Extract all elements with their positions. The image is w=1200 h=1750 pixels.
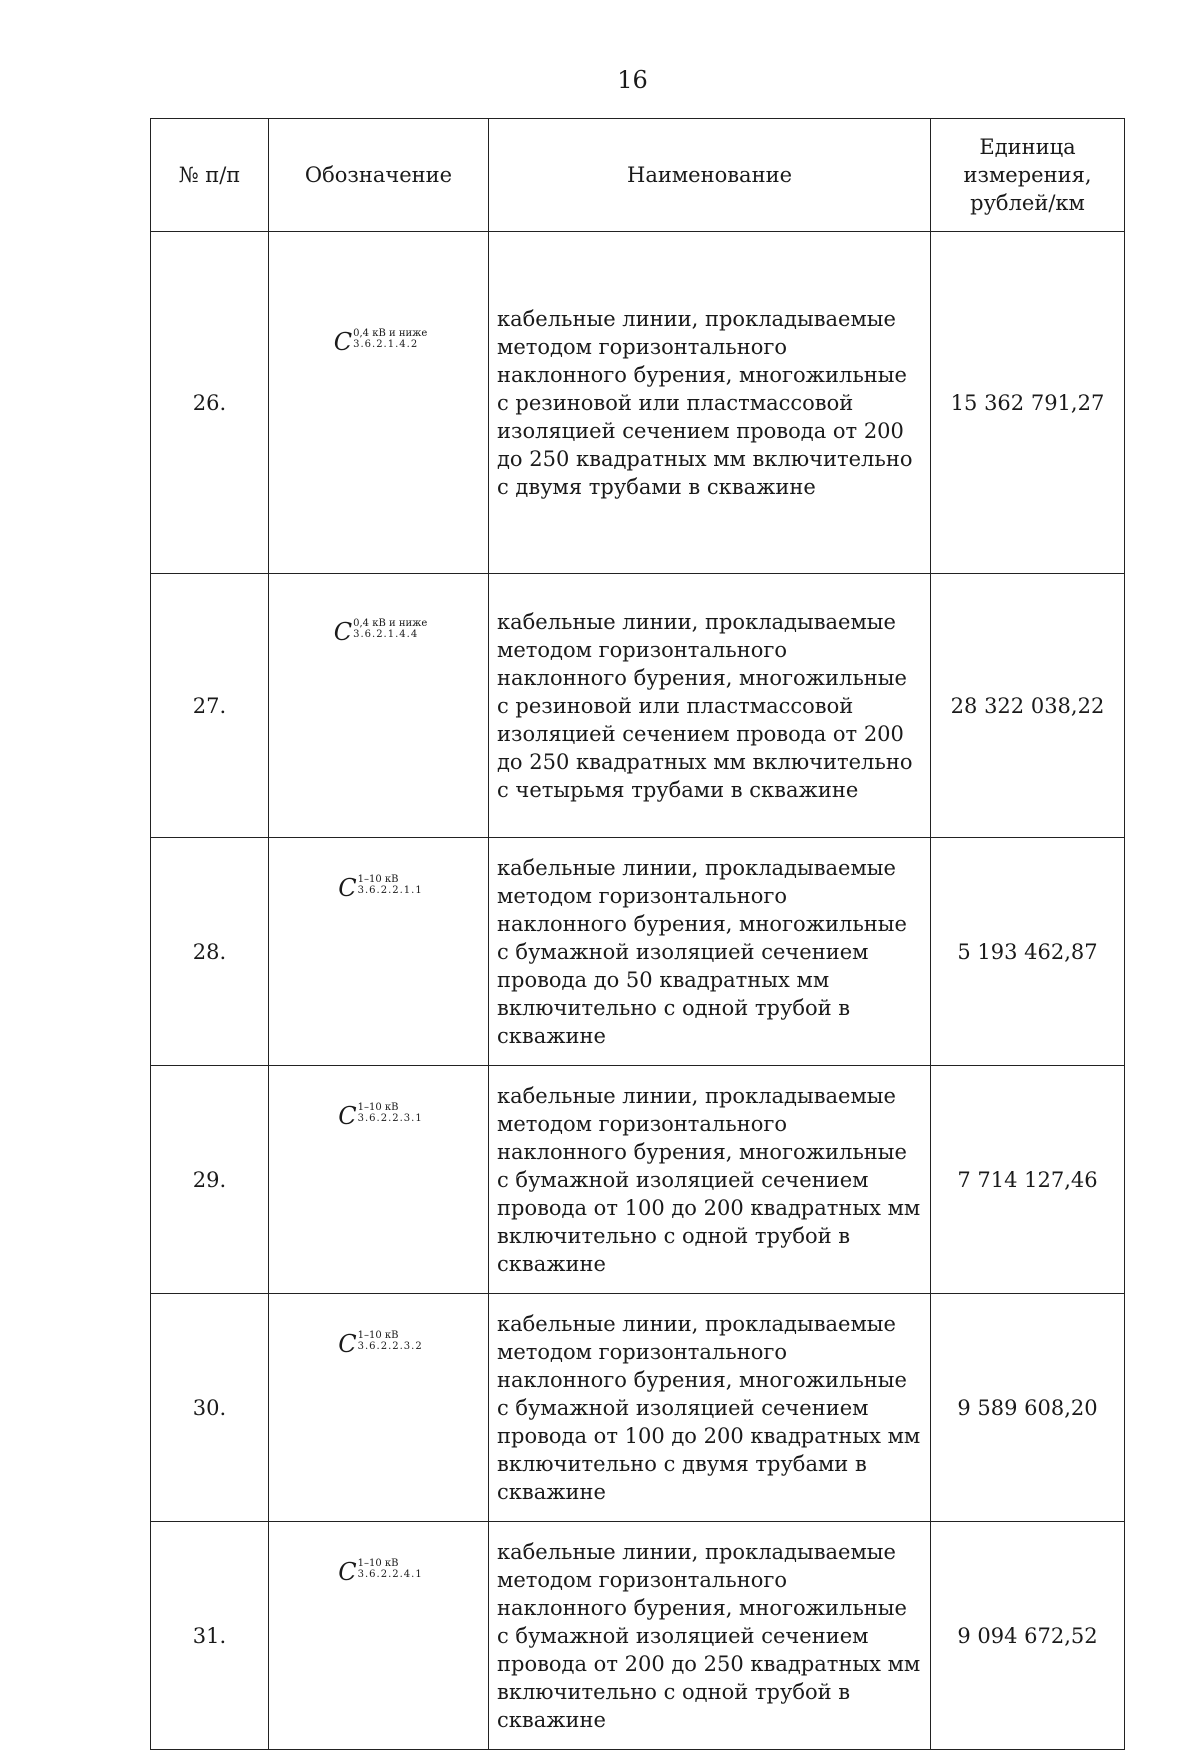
symbol-base: C	[333, 328, 353, 356]
header-num: № п/п	[151, 119, 269, 232]
designation-symbol	[334, 1558, 422, 1586]
symbol-subscript: 3.6.2.2.3.2	[357, 1341, 423, 1352]
row-number: 27.	[151, 574, 269, 838]
table-row	[151, 232, 1125, 574]
designation	[269, 232, 489, 574]
row-number: 26.	[151, 232, 269, 574]
table-header-row	[151, 119, 1125, 232]
designation-symbol	[330, 618, 428, 646]
row-number: 31.	[151, 1522, 269, 1750]
symbol-superscript: 1–10 кВ	[357, 1330, 399, 1341]
table-row	[151, 574, 1125, 838]
item-value: 5 193 462,87	[931, 838, 1125, 1066]
header-code: Обозначение	[269, 119, 489, 232]
row-number: 30.	[151, 1294, 269, 1522]
item-value: 28 322 038,22	[931, 574, 1125, 838]
designation-symbol	[334, 874, 422, 902]
table-row	[151, 838, 1125, 1066]
row-number: 28.	[151, 838, 269, 1066]
symbol-subscript: 3.6.2.2.4.1	[357, 1569, 423, 1580]
header-unit: Единица измерения, рублей/км	[931, 119, 1125, 232]
symbol-subscript: 3.6.2.1.4.2	[353, 339, 419, 350]
item-value: 15 362 791,27	[931, 232, 1125, 574]
designation	[269, 1294, 489, 1522]
item-name: кабельные линии, прокладываемые методом горизонтального наклонного бурения, многожильные с резиновой или пластмассовой изоляцией сечением провода от 200 до 250 квадратных мм включительно с двумя трубами в скважине	[489, 232, 931, 574]
table-row	[151, 1294, 1125, 1522]
designation	[269, 574, 489, 838]
item-name: кабельные линии, прокладываемые методом горизонтального наклонного бурения, многожильные с резиновой или пластмассовой изоляцией сечением провода от 200 до 250 квадратных мм включительно с четырьмя трубами в скважине	[489, 574, 931, 838]
symbol-subscript: 3.6.2.1.4.4	[353, 629, 419, 640]
item-value: 7 714 127,46	[931, 1066, 1125, 1294]
page-number: 16	[617, 66, 648, 94]
symbol-superscript: 1–10 кВ	[357, 1102, 399, 1113]
tariff-table	[150, 118, 1125, 1750]
designation-symbol	[334, 1102, 422, 1130]
symbol-base: C	[333, 618, 353, 646]
symbol-superscript: 0,4 кВ и ниже	[353, 618, 428, 629]
table-row	[151, 1522, 1125, 1750]
item-name: кабельные линии, прокладываемые методом горизонтального наклонного бурения, многожильные с бумажной изоляцией сечением провода от 100 до 200 квадратных мм включительно с двумя трубами в скважине	[489, 1294, 931, 1522]
symbol-base: C	[338, 874, 357, 902]
symbol-base: C	[338, 1558, 357, 1586]
item-value: 9 094 672,52	[931, 1522, 1125, 1750]
designation	[269, 1522, 489, 1750]
symbol-superscript: 1–10 кВ	[357, 1558, 399, 1569]
symbol-subscript: 3.6.2.2.3.1	[357, 1113, 423, 1124]
symbol-superscript: 1–10 кВ	[357, 874, 399, 885]
symbol-base: C	[338, 1102, 357, 1130]
designation-symbol	[334, 1330, 422, 1358]
row-number: 29.	[151, 1066, 269, 1294]
item-value: 9 589 608,20	[931, 1294, 1125, 1522]
symbol-superscript: 0,4 кВ и ниже	[353, 328, 428, 339]
designation	[269, 838, 489, 1066]
table-row	[151, 1066, 1125, 1294]
item-name: кабельные линии, прокладываемые методом горизонтального наклонного бурения, многожильные с бумажной изоляцией сечением провода от 100 до 200 квадратных мм включительно с одной трубой в скважине	[489, 1066, 931, 1294]
symbol-base: C	[338, 1330, 357, 1358]
designation-symbol	[330, 328, 428, 356]
item-name: кабельные линии, прокладываемые методом горизонтального наклонного бурения, многожильные с бумажной изоляцией сечением провода от 200 до 250 квадратных мм включительно с одной трубой в скважине	[489, 1522, 931, 1750]
designation	[269, 1066, 489, 1294]
header-name: Наименование	[489, 119, 931, 232]
item-name: кабельные линии, прокладываемые методом горизонтального наклонного бурения, многожильные с бумажной изоляцией сечением провода до 50 квадратных мм включительно с одной трубой в скважине	[489, 838, 931, 1066]
symbol-subscript: 3.6.2.2.1.1	[357, 885, 423, 896]
